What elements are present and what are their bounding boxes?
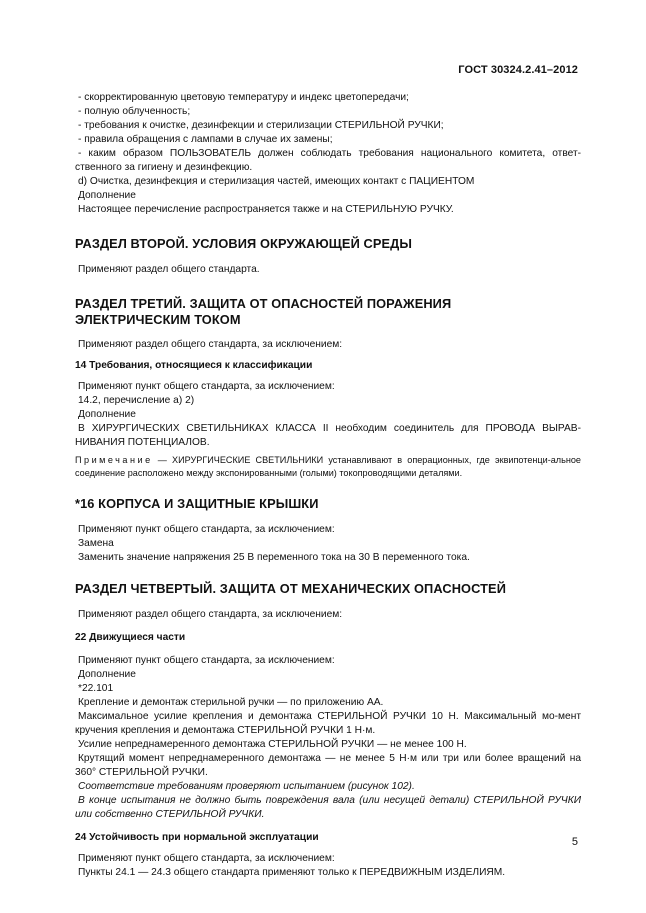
page-number: 5 <box>571 836 578 848</box>
clause-16-text: Замена <box>78 538 114 549</box>
clause-24-text: Применяют пункт общего стандарта, за исключением: <box>78 853 335 864</box>
list-item: - полную облученность; <box>78 106 191 117</box>
section-2-text: Применяют раздел общего стандарта. <box>78 264 260 275</box>
document-header: ГОСТ 30324.2.41–2012 <box>458 64 578 76</box>
list-item: - скорректированную цветовую температуру и индекс цветопередачи; <box>78 92 409 103</box>
section-4-title: РАЗДЕЛ ЧЕТВЕРТЫЙ. ЗАЩИТА ОТ МЕХАНИЧЕСКИХ ОПАСНОСТЕЙ <box>75 581 506 596</box>
clause-22-text: Дополнение <box>78 669 136 680</box>
list-item: - правила обращения с лампами в случае их замены; <box>78 134 333 145</box>
clause-22-text: Крутящий момент непреднамеренного демонтажа — не менее 5 Н·м или три или более вращений на 360° СТЕРИЛЬНОЙ РУЧКИ. <box>75 753 581 778</box>
clause-22-text: Соответствие требованиям проверяют испытанием (рисунок 102). <box>78 781 415 792</box>
clause-22-text: Крепление и демонтаж стерильной ручки — по приложению АА. <box>78 697 384 708</box>
clause-14-text: Дополнение <box>78 409 136 420</box>
note <box>75 454 581 480</box>
clause-14-title: 14 Требования, относящиеся к классификации <box>75 360 313 371</box>
list-item: - требования к очистке, дезинфекции и стерилизации СТЕРИЛЬНОЙ РУЧКИ; <box>78 120 444 131</box>
section-3-title: РАЗДЕЛ ТРЕТИЙ. ЗАЩИТА ОТ ОПАСНОСТЕЙ ПОРАЖЕНИЯ <box>75 296 452 311</box>
clause-22-text: Максимальное усилие крепления и демонтажа СТЕРИЛЬНОЙ РУЧКИ 10 Н. Максимальный мо-мент кручения крепления и демонтажа СТЕРИЛЬНОЙ РУЧКИ 1 Н·м. <box>75 711 581 736</box>
clause-24-text: Пункты 24.1 — 24.3 общего стандарта применяют только к ПЕРЕДВИЖНЫМ ИЗДЕЛИЯМ. <box>78 867 506 878</box>
clause-22-title: 22 Движущиеся части <box>75 632 186 643</box>
note-text: — ХИРУРГИЧЕСКИЕ СВЕТИЛЬНИКИ устанавливают в операционных, где эквипотенци-альное соединение расположено между экспонированными (голыми) токопроводящими деталями. <box>75 455 581 478</box>
clause-14-text: 14.2, перечисление а) 2) <box>78 395 195 406</box>
page-body <box>75 91 581 880</box>
section-3-text: Применяют раздел общего стандарта, за исключением: <box>78 339 343 350</box>
section-3-title-line2: ЭЛЕКТРИЧЕСКИМ ТОКОМ <box>75 312 241 327</box>
clause-22-text: *22.101 <box>78 683 114 694</box>
clause-22-text: В конце испытания не должно быть повреждения вала (или несущей детали) СТЕРИЛЬНОЙ РУЧКИ или собственно СТЕРИЛЬНОЙ РУЧКИ. <box>75 795 581 820</box>
list-item: - каким образом ПОЛЬЗОВАТЕЛЬ должен соблюдать требования национального комитета, ответ-ственного за гигиену и дезинфекцию. <box>75 148 581 173</box>
item-d: d) Очистка, дезинфекция и стерилизация частей, имеющих контакт с ПАЦИЕНТОМ <box>78 176 475 187</box>
extension-text: Настоящее перечисление распространяется также и на СТЕРИЛЬНУЮ РУЧКУ. <box>78 204 454 215</box>
clause-16-text: Применяют пункт общего стандарта, за исключением: <box>78 524 335 535</box>
clause-14-text: В ХИРУРГИЧЕСКИХ СВЕТИЛЬНИКАХ КЛАССА II необходим соединитель для ПРОВОДА ВЫРАВ-НИВАНИЯ ПОТЕНЦИАЛОВ. <box>75 423 581 448</box>
clause-14-text: Применяют пункт общего стандарта, за исключением: <box>78 381 335 392</box>
section-4-text: Применяют раздел общего стандарта, за исключением: <box>78 609 343 620</box>
clause-16-text: Заменить значение напряжения 25 В переменного тока на 30 В переменного тока. <box>78 552 470 563</box>
section-2-title: РАЗДЕЛ ВТОРОЙ. УСЛОВИЯ ОКРУЖАЮЩЕЙ СРЕДЫ <box>75 236 412 251</box>
clause-16-title: *16 КОРПУСА И ЗАЩИТНЫЕ КРЫШКИ <box>75 496 319 511</box>
clause-22-text: Применяют пункт общего стандарта, за исключением: <box>78 655 335 666</box>
addition-label: Дополнение <box>78 190 136 201</box>
clause-22-text: Усилие непреднамеренного демонтажа СТЕРИЛЬНОЙ РУЧКИ — не менее 100 Н. <box>78 739 467 750</box>
clause-24-title: 24 Устойчивость при нормальной эксплуатации <box>75 832 319 843</box>
note-label: Примечание <box>75 455 153 465</box>
